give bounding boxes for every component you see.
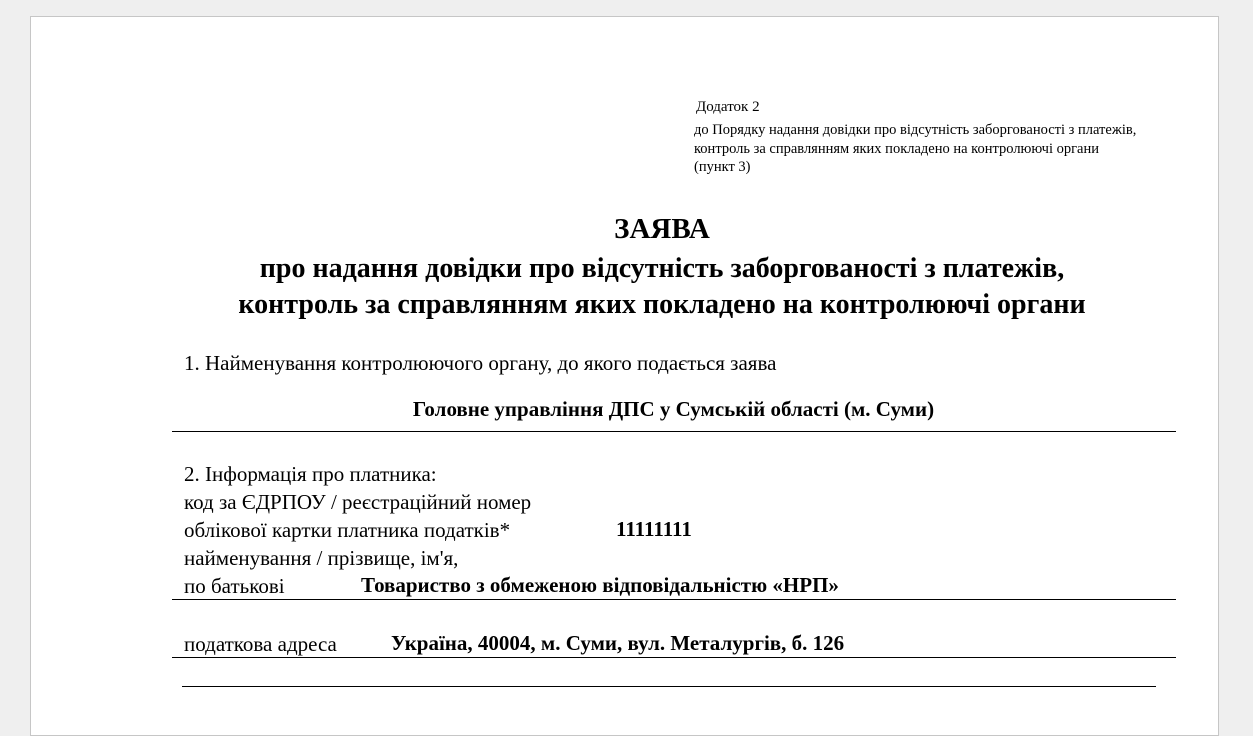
field-underline [172,599,1176,600]
section1-label: 1. Найменування контролюючого органу, до якого подається заява [184,351,777,375]
annex-line: до Порядку надання довідки про відсутність заборгованості з платежів, [694,122,1137,138]
annex-line: (пункт 3) [694,159,751,175]
section2-heading: 2. Інформація про платника: [184,462,437,486]
field-underline [172,431,1176,432]
field-underline [172,657,1176,658]
tax-code-label: облікової картки платника податків* [184,518,511,542]
tax-address-label: податкова адреса [184,632,337,656]
payer-name-label: найменування / прізвище, ім'я, [184,546,459,570]
annex-line: контроль за справлянням яких покладено на контролюючі органи [694,141,1100,157]
authority-name-field[interactable]: Головне управління ДПС у Сумській області (м. Суми) [412,397,935,421]
document-title: ЗАЯВА [614,213,710,245]
tax-code-label: код за ЄДРПОУ / реєстраційний номер [184,490,532,514]
tax-address-field[interactable]: Україна, 40004, м. Суми, вул. Металургів, б. 126 [391,631,845,655]
document-subtitle-line: про надання довідки про відсутність заборгованості з платежів, [259,253,1065,284]
document-subtitle-line: контроль за справлянням яких покладено на контролюючі органи [238,289,1086,320]
payer-name-field[interactable]: Товариство з обмеженою відповідальністю «НРП» [361,573,839,597]
blank-field-underline [182,686,1156,687]
annex-title: Додаток 2 [696,99,760,115]
document-page [30,16,1219,736]
tax-code-field[interactable]: 11111111 [616,517,692,541]
payer-name-label: по батькові [184,574,285,598]
